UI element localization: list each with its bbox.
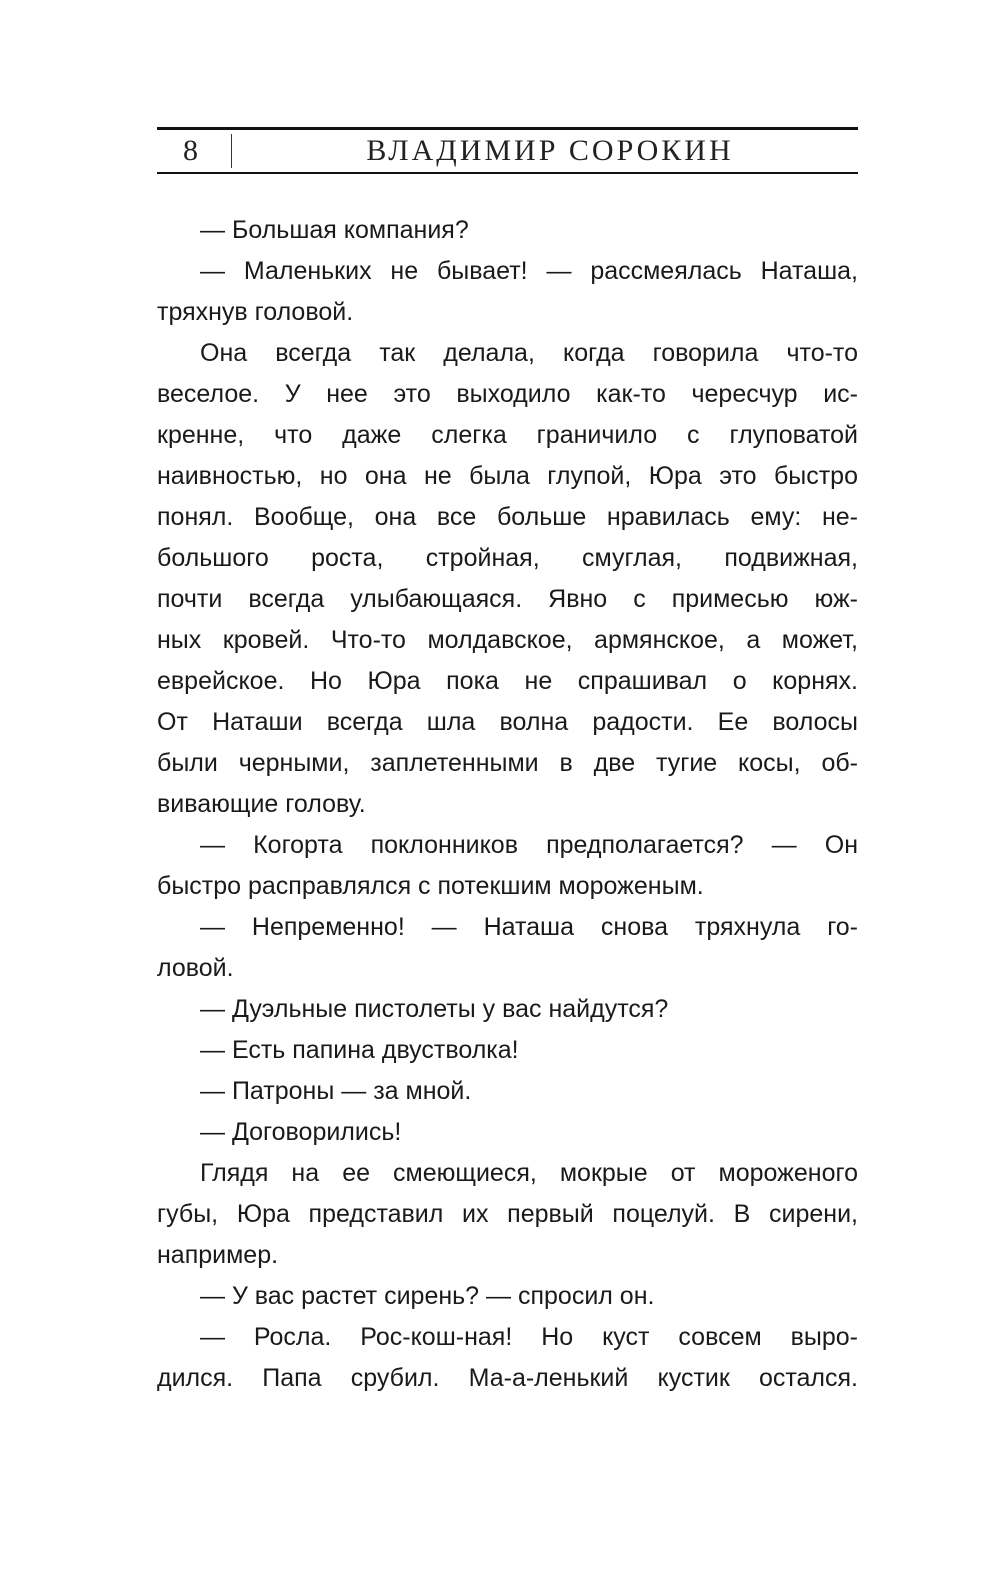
text-line: — Есть папина двустволка! bbox=[200, 1036, 519, 1064]
text-line: губы, Юра представил их первый поцелуй. В сирени, bbox=[157, 1200, 858, 1228]
text-line: — Непременно! — Наташа снова тряхнула го- bbox=[200, 913, 858, 941]
text-line: были черными, заплетенными в две тугие косы, об- bbox=[157, 749, 858, 777]
running-title: ВЛАДИМИР СОРОКИН bbox=[366, 134, 734, 167]
text-line: — Маленьких не бывает! — рассмеялась Наташа, bbox=[200, 257, 858, 285]
text-line: дился. Папа срубил. Ма-а-ленький кустик остался. bbox=[157, 1364, 858, 1392]
text-line: почти всегда улыбающаяся. Явно с примесью юж- bbox=[157, 585, 858, 613]
text-line: кренне, что даже слегка граничило с глуповатой bbox=[157, 421, 858, 449]
text-line: наивностью, но она не была глупой, Юра это быстро bbox=[157, 462, 858, 490]
text-line: например. bbox=[157, 1241, 279, 1269]
text-line: ных кровей. Что-то молдавское, армянское, а может, bbox=[157, 626, 858, 654]
text-line: — Росла. Рос-кош-ная! Но куст совсем выро- bbox=[200, 1323, 858, 1351]
text-line: вивающие голову. bbox=[157, 790, 366, 818]
header-bottom-rule bbox=[157, 172, 858, 174]
text-line: понял. Вообще, она все больше нравилась ему: не- bbox=[157, 503, 858, 531]
text-line: веселое. У нее это выходило как-то чересчур ис- bbox=[157, 380, 858, 408]
text-line: — Большая компания? bbox=[200, 216, 469, 244]
text-line: большого роста, стройная, смуглая, подвижная, bbox=[157, 544, 858, 572]
text-line: быстро расправлялся с потекшим мороженым. bbox=[157, 872, 704, 900]
body-text bbox=[157, 210, 858, 1399]
text-line: еврейское. Но Юра пока не спрашивал о корнях. bbox=[157, 667, 858, 695]
header-separator bbox=[231, 134, 232, 168]
text-line: — Когорта поклонников предполагается? — Он bbox=[200, 831, 858, 859]
text-line: — Патроны — за мной. bbox=[200, 1077, 472, 1105]
text-line: — У вас растет сирень? — спросил он. bbox=[200, 1282, 655, 1310]
text-line: Она всегда так делала, когда говорила что-то bbox=[200, 339, 858, 367]
text-line: — Договорились! bbox=[200, 1118, 402, 1146]
text-line: От Наташи всегда шла волна радости. Ее волосы bbox=[157, 708, 858, 736]
text-line: — Дуэльные пистолеты у вас найдутся? bbox=[200, 995, 669, 1023]
text-line: тряхнув головой. bbox=[157, 298, 354, 326]
text-line: Глядя на ее смеющиеся, мокрые от мороженого bbox=[200, 1159, 858, 1187]
page-number: 8 bbox=[183, 134, 198, 167]
header-top-rule bbox=[157, 127, 858, 130]
text-line: ловой. bbox=[157, 954, 234, 982]
